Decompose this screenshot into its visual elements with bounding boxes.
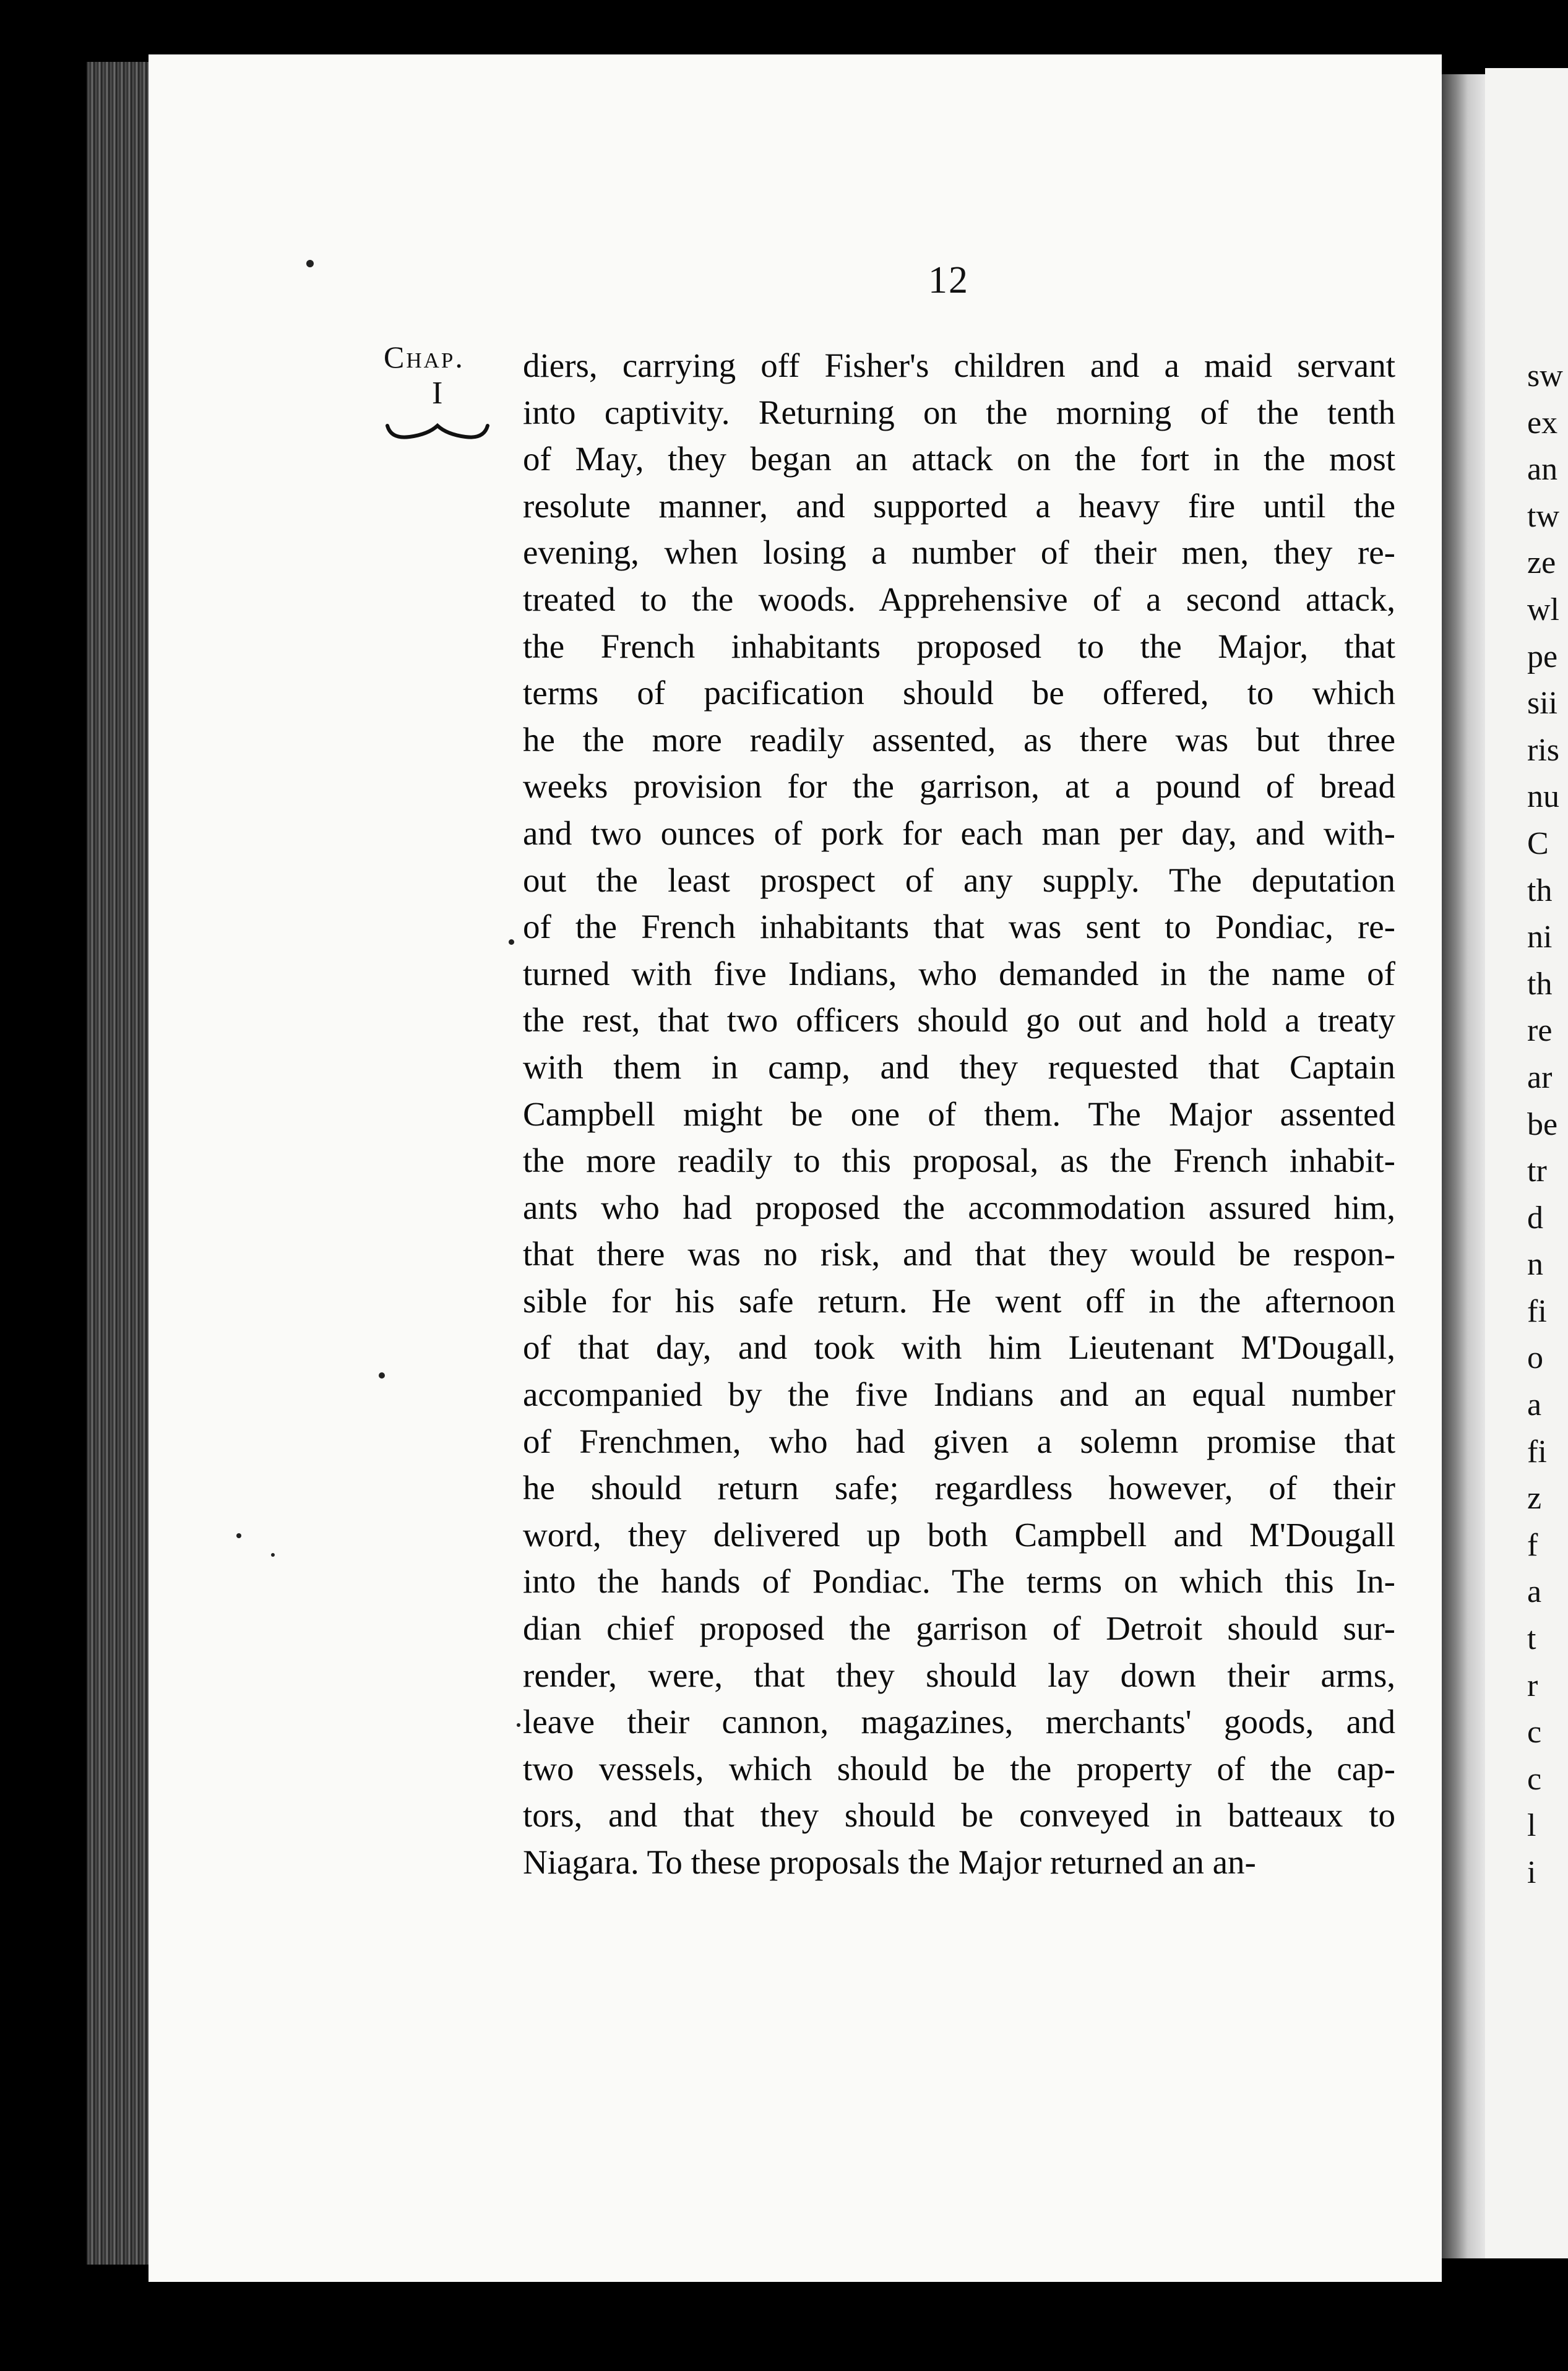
text-line: into captivity. Returning on the morning of the tenth bbox=[523, 393, 1395, 431]
scan-speck bbox=[379, 1372, 385, 1379]
facing-fragment: a bbox=[1527, 1574, 1542, 1610]
facing-fragment: fi bbox=[1527, 1293, 1547, 1329]
text-line: out the least prospect of any supply. The deputation bbox=[523, 861, 1395, 899]
text-line: ants who had proposed the accommodation assured him, bbox=[523, 1188, 1395, 1226]
text-line: of the French inhabitants that was sent to Pondiac, re- bbox=[523, 908, 1395, 946]
text-line: treated to the woods. Apprehensive of a second attack, bbox=[523, 580, 1395, 618]
facing-fragment: a bbox=[1527, 1387, 1542, 1423]
body-text bbox=[523, 342, 1395, 1886]
facing-fragment: wl bbox=[1527, 592, 1559, 627]
text-line: Campbell might be one of them. The Major assented bbox=[523, 1095, 1395, 1133]
facing-fragment: an bbox=[1527, 452, 1558, 488]
text-line: diers, carrying off Fisher's children and a maid servant bbox=[523, 346, 1395, 384]
facing-fragment: i bbox=[1527, 1855, 1536, 1890]
text-line: terms of pacification should be offered, to which bbox=[523, 674, 1395, 712]
facing-fragment: d bbox=[1527, 1200, 1543, 1236]
facing-fragment: th bbox=[1527, 966, 1553, 1002]
text-line: that there was no risk, and that they would be respon- bbox=[523, 1235, 1395, 1273]
facing-fragment: c bbox=[1527, 1761, 1542, 1797]
facing-page-edge bbox=[1442, 74, 1485, 2258]
text-line: of that day, and took with him Lieutenant M'Dougall, bbox=[523, 1328, 1395, 1367]
chapter-numeral: I bbox=[432, 376, 443, 411]
facing-fragment: ze bbox=[1527, 545, 1556, 581]
chapter-label: Chap. bbox=[384, 340, 465, 374]
text-line: Niagara. To these proposals the Major returned an an- bbox=[523, 1843, 1256, 1881]
facing-fragment: c bbox=[1527, 1715, 1542, 1750]
facing-fragment: re bbox=[1527, 1013, 1553, 1049]
facing-fragment: ni bbox=[1527, 919, 1553, 955]
page-number: 12 bbox=[928, 259, 969, 301]
text-line: and two ounces of pork for each man per day, and with- bbox=[523, 814, 1395, 852]
facing-fragment: pe bbox=[1527, 639, 1558, 674]
text-line: into the hands of Pondiac. The terms on which this In- bbox=[523, 1562, 1395, 1601]
text-line: accompanied by the five Indians and an equal number bbox=[523, 1375, 1395, 1414]
text-line: resolute manner, and supported a heavy fire until the bbox=[523, 486, 1395, 525]
text-line: word, they delivered up both Campbell and M'Dougall bbox=[523, 1515, 1395, 1554]
facing-fragment: sw bbox=[1527, 358, 1563, 394]
facing-fragment: fi bbox=[1527, 1434, 1547, 1470]
facing-fragment: sii bbox=[1527, 686, 1558, 721]
text-line: weeks provision for the garrison, at a pound of bread bbox=[523, 767, 1395, 806]
facing-fragment: tw bbox=[1527, 498, 1559, 534]
facing-fragment: t bbox=[1527, 1621, 1536, 1657]
facing-fragment: C bbox=[1527, 825, 1549, 861]
facing-page-text bbox=[1527, 353, 1568, 1896]
text-line: the rest, that two officers should go out and hold a treaty bbox=[523, 1001, 1395, 1039]
facing-fragment: ex bbox=[1527, 405, 1558, 441]
facing-fragment: tr bbox=[1527, 1153, 1547, 1189]
chapter-brace-ornament bbox=[385, 421, 490, 445]
text-line: the more readily to this proposal, as the French inhabit- bbox=[523, 1142, 1395, 1180]
text-line: with them in camp, and they requested that Captain bbox=[523, 1048, 1395, 1086]
scan-speck bbox=[236, 1533, 241, 1538]
text-line: dian chief proposed the garrison of Detroit should sur- bbox=[523, 1609, 1395, 1648]
text-line: render, were, that they should lay down their arms, bbox=[523, 1656, 1395, 1694]
text-line: of Frenchmen, who had given a solemn promise that bbox=[523, 1422, 1395, 1460]
text-line: the French inhabitants proposed to the Major, that bbox=[523, 627, 1395, 665]
facing-fragment: z bbox=[1527, 1481, 1542, 1517]
facing-fragment: ar bbox=[1527, 1059, 1553, 1095]
text-line: two vessels, which should be the property of the cap- bbox=[523, 1749, 1395, 1788]
facing-fragment: be bbox=[1527, 1106, 1558, 1142]
facing-fragment: nu bbox=[1527, 779, 1559, 815]
scan-speck bbox=[271, 1553, 275, 1557]
text-line: tors, and that they should be conveyed in batteaux to bbox=[523, 1796, 1395, 1835]
text-line: turned with five Indians, who demanded in the name of bbox=[523, 954, 1395, 992]
text-line: he should return safe; regardless however, of their bbox=[523, 1469, 1395, 1507]
text-line: evening, when losing a number of their men, they re- bbox=[523, 533, 1395, 572]
scan-speck bbox=[306, 260, 314, 267]
text-line: leave their cannon, magazines, merchants' goods, and bbox=[523, 1703, 1395, 1741]
text-line: sible for his safe return. He went off in the afternoon bbox=[523, 1281, 1395, 1320]
facing-fragment: th bbox=[1527, 872, 1553, 908]
facing-fragment: o bbox=[1527, 1340, 1543, 1376]
facing-fragment: n bbox=[1527, 1247, 1543, 1283]
text-line: he the more readily assented, as there was but three bbox=[523, 720, 1395, 759]
scan-speck bbox=[509, 939, 514, 945]
scan-speck bbox=[517, 1723, 520, 1727]
facing-fragment: r bbox=[1527, 1667, 1538, 1703]
facing-fragment: f bbox=[1527, 1527, 1538, 1563]
text-line: of May, they began an attack on the fort in the most bbox=[523, 440, 1395, 478]
facing-fragment: ris bbox=[1527, 732, 1559, 768]
facing-fragment: l bbox=[1527, 1808, 1536, 1844]
